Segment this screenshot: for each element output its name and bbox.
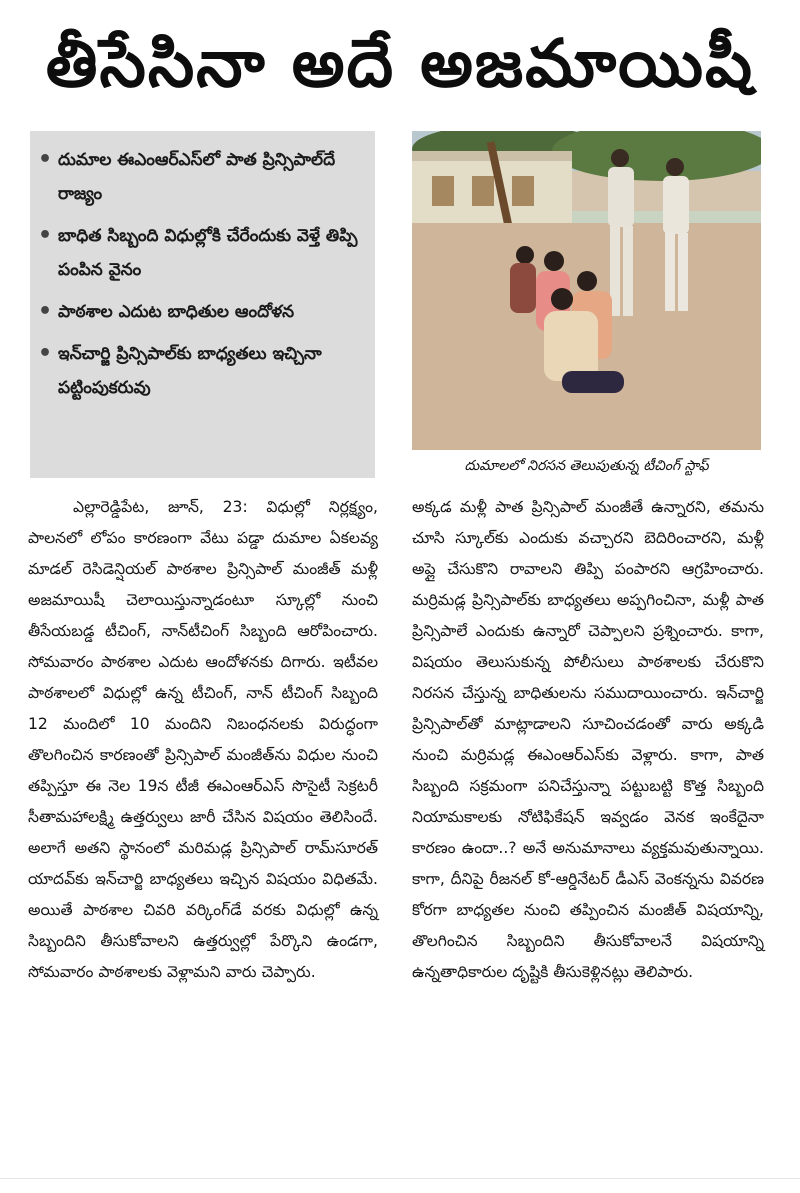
bullet-icon: • (38, 223, 53, 248)
highlight-text: బాధిత సిబ్బంది విధుల్లోకి చేరేందుకు వెళ్తే తిప్పి పంపిన వైనం (58, 226, 358, 280)
news-photo (412, 131, 761, 450)
protest-photo-illustration (412, 131, 761, 450)
article-paragraph: అక్కడ మళ్లీ పాత ప్రిన్సిపాల్ మంజీతే ఉన్నారని, తమను చూసి స్కూల్‌కు ఎందుకు వచ్చారని బెదిరించారని, మళ్లీ అప్లై చేసుకొని రావాలని తిప్పి పంపారని ఆగ్రహించారు. మర్రిమడ్ల ప్రిన్సిపాల్‌కు బాధ్యతలు అప్పగించినా, మళ్లీ పాత ప్రిన్సిపాలే ఎందుకు ఉన్నారో చెప్పాలని ప్రశ్నించారు. కాగా, విషయం తెలుసుకున్న పోలీసులు పాఠశాలకు చేరుకొని నిరసన చేస్తున్న బాధితులను సముదాయించారు. ఇన్‌చార్జి ప్రిన్సిపాల్‌తో మాట్లాడాలని సూచించడంతో వారు అక్కడి నుంచి మర్రిమడ్ల ఈఎంఆర్ఎస్‌కు వెళ్లారు. కాగా, పాత సిబ్బంది సక్రమంగా పనిచేస్తున్నా పట్టుబట్టి కొత్త సిబ్బంది నియామకాలకు నోటిఫికేషన్ ఇవ్వడం వెనక ఇంకేదైనా కారణం ఉందా..? అనే అనుమానాలు వ్యక్తమవుతున్నాయి. కాగా, దీనిపై రీజనల్ కో-ఆర్డినేటర్ డీఎస్ వెంకన్నను వివరణ కోరగా బాధ్యతల నుంచి తప్పించిన మంజీత్ విషయాన్ని, తొలగించిన సిబ్బందిని తీసుకోవాలనే విషయాన్ని ఉన్నతాధికారుల దృష్టికి తీసుకెళ్లినట్లు తెలిపారు. (412, 498, 764, 981)
bullet-icon: • (38, 147, 53, 172)
highlight-item (38, 337, 365, 405)
headline: తీసేసినా అదే అజమాయిషీ (45, 25, 755, 102)
highlight-text: ఇన్‌చార్జి ప్రిన్సిపాల్‌కు బాధ్యతలు ఇచ్చినా పట్టింపుకరువు (58, 344, 322, 398)
bullet-icon: • (38, 341, 53, 366)
highlights-box (30, 131, 375, 478)
article-column-right (412, 492, 764, 988)
article-paragraph: ఎల్లారెడ్డిపేట, జూన్, 23: విధుల్లో నిర్లక్ష్యం, పాలనలో లోపం కారణంగా వేటు పడ్డా దుమాల ఏకలవ్య మాడల్ రెసిడెన్షియల్ పాఠశాల ప్రిన్సిపాల్ మంజీత్ మళ్లీ అజమాయిషీ చెలాయిస్తున్నాడంటూ స్కూల్లో నుంచి తీసేయబడ్డ టీచింగ్, నాన్‌టీచింగ్ సిబ్బంది ఆరోపించారు. సోమవారం పాఠశాల ఎదుట ఆందోళనకు దిగారు. ఇటీవల పాఠశాలలో విధుల్లో ఉన్న టీచింగ్, నాన్ టీచింగ్ సిబ్బంది 12 మందిలో 10 మందిని నిబంధనలకు విరుద్ధంగా తొలగించిన కారణంతో ప్రిన్సిపాల్ మంజీత్‌ను విధుల నుంచి తప్పిస్తూ ఈ నెల 19న టీజీ ఈఎంఆర్ఎస్ సొసైటీ సెక్రటరీ సీతామహాలక్ష్మి ఉత్తర్వులు జారీ చేసిన విషయం తెలిసిందే. అలాగే అతని స్థానంలో మరిమడ్ల ప్రిన్సిపాల్ రామ్‌సూరత్ యాదవ్‌కు ఇన్‌చార్జి బాధ్యతలు ఇచ్చిన విషయం విధితమే. అయితే పాఠశాల చివరి వర్కింగ్‌డే వరకు విధుల్లో ఉన్న సిబ్బందిని తీసుకోవాలని ఉత్తర్వుల్లో పేర్కొని ఉండగా, సోమవారం పాఠశాలకు వెళ్లామని వారు చెప్పారు. (28, 498, 378, 981)
highlight-text: పాఠశాల ఎదుట బాధితుల ఆందోళన (58, 302, 295, 322)
article-column-left (28, 492, 378, 988)
bullet-icon: • (38, 299, 53, 324)
highlight-text: దుమాల ఈఎంఆర్ఎస్‌లో పాత ప్రిన్సిపాల్‌దే రాజ్యం (58, 150, 336, 204)
highlight-item (38, 143, 365, 211)
photo-caption: దుమాలలో నిరసన తెలుపుతున్న టీచింగ్ స్టాఫ్ (464, 458, 709, 474)
highlight-item (38, 219, 365, 287)
page-bottom-edge (0, 1178, 800, 1193)
highlight-item (38, 295, 365, 329)
